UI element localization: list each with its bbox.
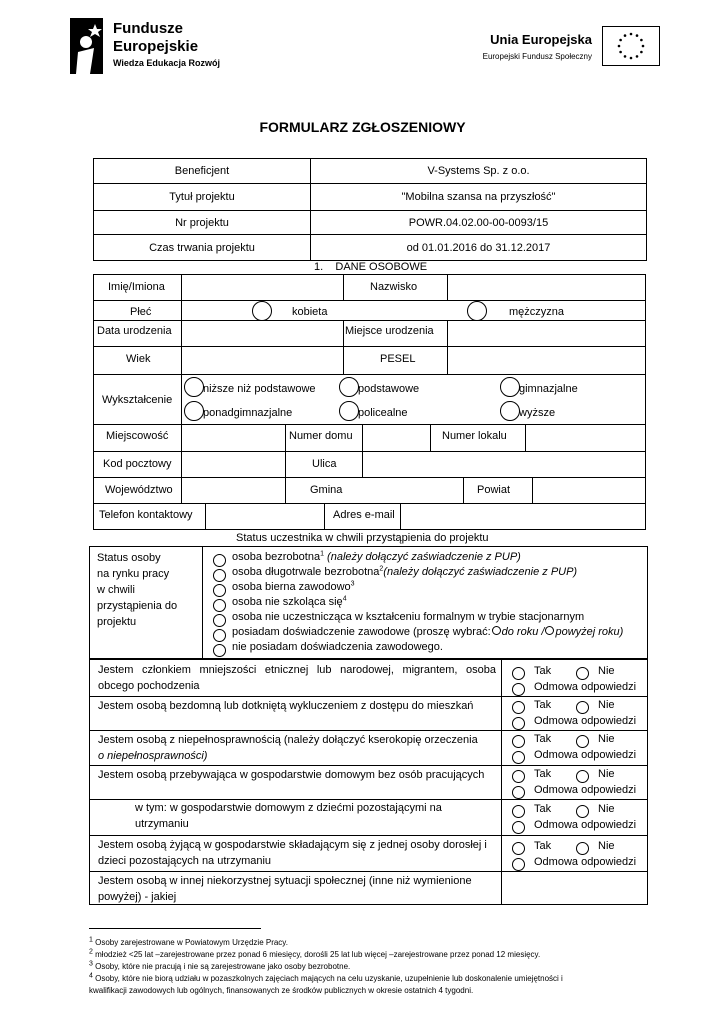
status-brak-doswiadczenia-radio[interactable]	[213, 644, 226, 657]
question-text	[98, 698, 496, 714]
edu-label-policealne: policealne	[358, 407, 408, 419]
status-label-line: na rynku pracy	[97, 568, 170, 580]
question-text	[98, 732, 496, 764]
powiat-input[interactable]	[534, 479, 644, 501]
edu-policealne-radio[interactable]	[339, 401, 359, 421]
tak-radio[interactable]	[512, 701, 525, 714]
edu-label-ponadgimnazjalne: ponadgimnazjalne	[203, 407, 293, 419]
question-line: o niepełnosprawności)	[98, 750, 208, 762]
question-line: Jestem członkiem mniejszości etnicznej lub narodowej, migrantem, osoba	[98, 664, 496, 676]
status-nie-szkolaca-radio[interactable]	[213, 599, 226, 612]
unia-europejska-logo	[470, 26, 660, 68]
status-label-line: przystąpienia do	[97, 600, 178, 612]
question-line: powyżej) - jakiej	[98, 891, 177, 903]
odmowa-radio[interactable]	[512, 821, 525, 834]
ue-logo-line2: Europejski Fundusz Społeczny	[482, 52, 592, 61]
label-mezczyzna: mężczyzna	[509, 306, 565, 318]
status-label	[97, 550, 177, 630]
footnote-separator	[89, 928, 261, 929]
label-kobieta: kobieta	[292, 306, 328, 318]
status-nie-uczestniczaca-radio[interactable]	[213, 614, 226, 627]
odmowa-label: Odmowa odpowiedzi	[534, 715, 637, 727]
project-label-beneficjent: Beneficjent	[94, 159, 311, 184]
status-bezrobotna-radio[interactable]	[213, 554, 226, 567]
status-option: posiadam doświadczenie zawodowe (proszę wybrać: do roku / powyżej roku)	[232, 626, 624, 638]
nie-label: Nie	[598, 803, 615, 815]
email-input[interactable]	[402, 505, 644, 528]
wojewodztwo-input[interactable]	[183, 479, 283, 501]
nie-label: Nie	[598, 733, 615, 745]
status-option: nie posiadam doświadczenia zawodowego.	[232, 641, 443, 653]
nie-label: Nie	[598, 768, 615, 780]
data-urodzenia-input[interactable]	[183, 322, 341, 344]
label-wyksztalcenie: Wykształcenie	[102, 394, 173, 406]
fe-logo-line2: Europejskie	[113, 38, 199, 55]
project-value-nr: POWR.04.02.00-00-0093/15	[311, 211, 647, 235]
status-doswiadczenie-radio[interactable]	[213, 629, 226, 642]
table-row	[94, 235, 647, 261]
label-imie: Imię/Imiona	[108, 281, 165, 293]
pesel-input[interactable]	[449, 348, 644, 372]
tak-radio[interactable]	[512, 842, 525, 855]
label-telefon: Telefon kontaktowy	[99, 509, 193, 521]
ue-logo-line1: Unia Europejska	[490, 32, 592, 47]
table-row	[94, 211, 647, 235]
label-data-urodzenia: Data urodzenia	[97, 325, 172, 337]
project-value-tytul: "Mobilna szansa na przyszłość"	[311, 184, 647, 211]
label-powiat: Powiat	[477, 484, 511, 496]
label-ulica: Ulica	[312, 458, 337, 470]
odmowa-label: Odmowa odpowiedzi	[534, 749, 637, 761]
nazwisko-input[interactable]	[449, 276, 644, 298]
label-numer-domu: Numer domu	[289, 430, 353, 442]
nie-radio[interactable]	[576, 667, 589, 680]
mezczyzna-radio[interactable]	[467, 301, 487, 321]
eu-flag-icon	[602, 26, 660, 66]
edu-gimnazjalne-radio[interactable]	[500, 377, 520, 397]
footnote-3: $^3$ Osoby, które nie pracują i nie są zarejestrowane jako osoby bezrobotne.	[89, 960, 351, 971]
telefon-input[interactable]	[207, 505, 322, 528]
label-kod-pocztowy: Kod pocztowy	[103, 458, 172, 470]
tak-label: Tak	[534, 665, 552, 677]
page-title: FORMULARZ ZGŁOSZENIOWY	[259, 119, 466, 135]
status-dlugotrwale-radio[interactable]	[213, 569, 226, 582]
table-row	[94, 159, 647, 184]
project-label-tytul: Tytuł projektu	[94, 184, 311, 211]
tak-label: Tak	[534, 840, 552, 852]
question-line: Jestem osobą w innej niekorzystnej sytuacji społecznej (inne niż wymienione	[98, 875, 472, 887]
odmowa-radio[interactable]	[512, 786, 525, 799]
question-line: Jestem osobą przebywająca w gospodarstwie domowym bez osób pracujących	[98, 769, 485, 781]
question-line: Jestem osobą żyjącą w gospodarstwie składającym się z jednej osoby dorosłej i	[98, 839, 487, 851]
edu-label-gimnazjalne: gimnazjalne	[519, 383, 578, 395]
status-label-line: projektu	[97, 616, 137, 628]
label-miejscowosc: Miejscowość	[106, 430, 169, 442]
label-wojewodztwo: Województwo	[105, 484, 173, 496]
project-label-nr: Nr projektu	[94, 211, 311, 235]
table-row	[94, 184, 647, 211]
question-text	[98, 873, 496, 905]
label-nazwisko: Nazwisko	[370, 281, 418, 293]
project-value-beneficjent: V-Systems Sp. z o.o.	[311, 159, 647, 184]
edu-ponadgimnazjalne-radio[interactable]	[184, 401, 204, 421]
question-line: Jestem osobą z niepełnosprawnością (należy dołączyć kserokopię orzeczenia	[98, 734, 478, 746]
powyzej-roku-radio[interactable]	[545, 626, 554, 635]
odmowa-label: Odmowa odpowiedzi	[534, 819, 637, 831]
fe-logo-line1: Fundusze	[113, 20, 183, 37]
status-option: osoba nie szkoląca się$^4$	[232, 595, 347, 608]
status-option: osoba bierna zawodowo$^3$	[232, 580, 355, 593]
wiek-input[interactable]	[183, 348, 341, 372]
footnote-2: $^2$ młodzież <25 lat –zarejestrowane przez ponad 6 miesięcy, dorośli 25 lat lub więcej –zarejestrowane przez ponad 12 miesięcy.	[89, 948, 541, 959]
tak-label: Tak	[534, 803, 552, 815]
edu-label-podstawowe: podstawowe	[358, 383, 420, 395]
do-roku-radio[interactable]	[492, 626, 501, 635]
footnote-4: $^4$ Osoby, które nie biorą udziału w pozaszkolnych zajęciach mających na celu uzyskanie, uzupełnienie lub doskonalenie umiejętności i	[89, 972, 563, 983]
odmowa-radio[interactable]	[512, 751, 525, 764]
status-option: osoba długotrwale bezrobotna$^2$(należy dołączyć zaświadczenie z PUP)	[232, 565, 578, 578]
status-heading: Status uczestnika w chwili przystąpienia do projektu	[236, 532, 489, 544]
nie-radio[interactable]	[576, 701, 589, 714]
label-gmina: Gmina	[310, 484, 343, 496]
numer-domu-input[interactable]	[364, 426, 428, 449]
odmowa-radio[interactable]	[512, 683, 525, 696]
fe-star-emblem-icon	[70, 18, 103, 74]
footnote-1: $^1$ Osoby zarejestrowane w Powiatowym Urzędzie Pracy.	[89, 936, 288, 947]
tak-radio[interactable]	[512, 735, 525, 748]
nie-radio[interactable]	[576, 770, 589, 783]
gmina-input[interactable]	[364, 479, 461, 501]
nie-radio[interactable]	[576, 805, 589, 818]
question-line: utrzymaniu	[135, 818, 189, 830]
status-label-line: w chwili	[97, 584, 135, 596]
edu-label-nizsze: niższe niż podstawowe	[203, 383, 316, 395]
tak-label: Tak	[534, 733, 552, 745]
odmowa-radio[interactable]	[512, 717, 525, 730]
project-label-czas: Czas trwania projektu	[94, 235, 311, 261]
status-label-line: Status osoby	[97, 552, 161, 564]
odmowa-label: Odmowa odpowiedzi	[534, 856, 637, 868]
nie-radio[interactable]	[576, 735, 589, 748]
other-situation-input[interactable]	[503, 873, 646, 903]
imie-input[interactable]	[183, 276, 341, 298]
question-line: w tym: w gospodarstwie domowym z dziećmi pozostającymi na	[135, 802, 442, 814]
question-line: Jestem osobą bezdomną lub dotkniętą wykluczeniem z dostępu do mieszkań	[98, 700, 474, 712]
section-heading-dane-osobowe: 1. DANE OSOBOWE	[314, 261, 428, 273]
label-miejsce-urodzenia: Miejsce urodzenia	[345, 325, 434, 337]
question-line: obcego pochodzenia	[98, 680, 200, 692]
label-numer-lokalu: Numer lokalu	[442, 430, 507, 442]
status-option: osoba bezrobotna$^1$ (należy dołączyć zaświadczenie z PUP)	[232, 550, 521, 563]
question-text	[135, 800, 495, 832]
tak-label: Tak	[534, 699, 552, 711]
nie-label: Nie	[598, 699, 615, 711]
edu-wyzsze-radio[interactable]	[500, 401, 520, 421]
tak-radio[interactable]	[512, 770, 525, 783]
nie-label: Nie	[598, 840, 615, 852]
label-wiek: Wiek	[126, 353, 151, 365]
tak-radio[interactable]	[512, 667, 525, 680]
status-bierna-radio[interactable]	[213, 584, 226, 597]
question-line: dzieci pozostających na utrzymaniu	[98, 855, 272, 867]
label-email: Adres e-mail	[333, 509, 395, 521]
footnote-4-cont: kwalifikacji zawodowych lub ogólnych, finansowanych ze środków publicznych w okresie ostatnich 4 tygodni.	[89, 986, 474, 995]
edu-nizsze-radio[interactable]	[184, 377, 204, 397]
question-text	[98, 662, 496, 694]
miejsce-urodzenia-input[interactable]	[449, 322, 644, 344]
kod-pocztowy-input[interactable]	[183, 453, 283, 475]
label-pesel: PESEL	[380, 353, 416, 365]
miejscowosc-input[interactable]	[183, 426, 283, 449]
ulica-input[interactable]	[364, 453, 644, 475]
fundusze-europejskie-logo	[70, 18, 240, 74]
project-info-table	[93, 158, 647, 261]
kobieta-radio[interactable]	[252, 301, 272, 321]
project-value-czas: od 01.01.2016 do 31.12.2017	[311, 235, 647, 261]
nie-label: Nie	[598, 665, 615, 677]
numer-lokalu-input[interactable]	[527, 426, 644, 449]
question-text	[98, 767, 496, 783]
tak-radio[interactable]	[512, 805, 525, 818]
status-option: osoba nie uczestnicząca w kształceniu formalnym w trybie stacjonarnym	[232, 611, 585, 623]
odmowa-label: Odmowa odpowiedzi	[534, 681, 637, 693]
odmowa-radio[interactable]	[512, 858, 525, 871]
fe-logo-line3: Wiedza Edukacja Rozwój	[113, 58, 220, 68]
edu-podstawowe-radio[interactable]	[339, 377, 359, 397]
label-plec: Płeć	[130, 306, 152, 318]
question-text	[98, 837, 496, 869]
tak-label: Tak	[534, 768, 552, 780]
nie-radio[interactable]	[576, 842, 589, 855]
odmowa-label: Odmowa odpowiedzi	[534, 784, 637, 796]
edu-label-wyzsze: wyższe	[519, 407, 556, 419]
